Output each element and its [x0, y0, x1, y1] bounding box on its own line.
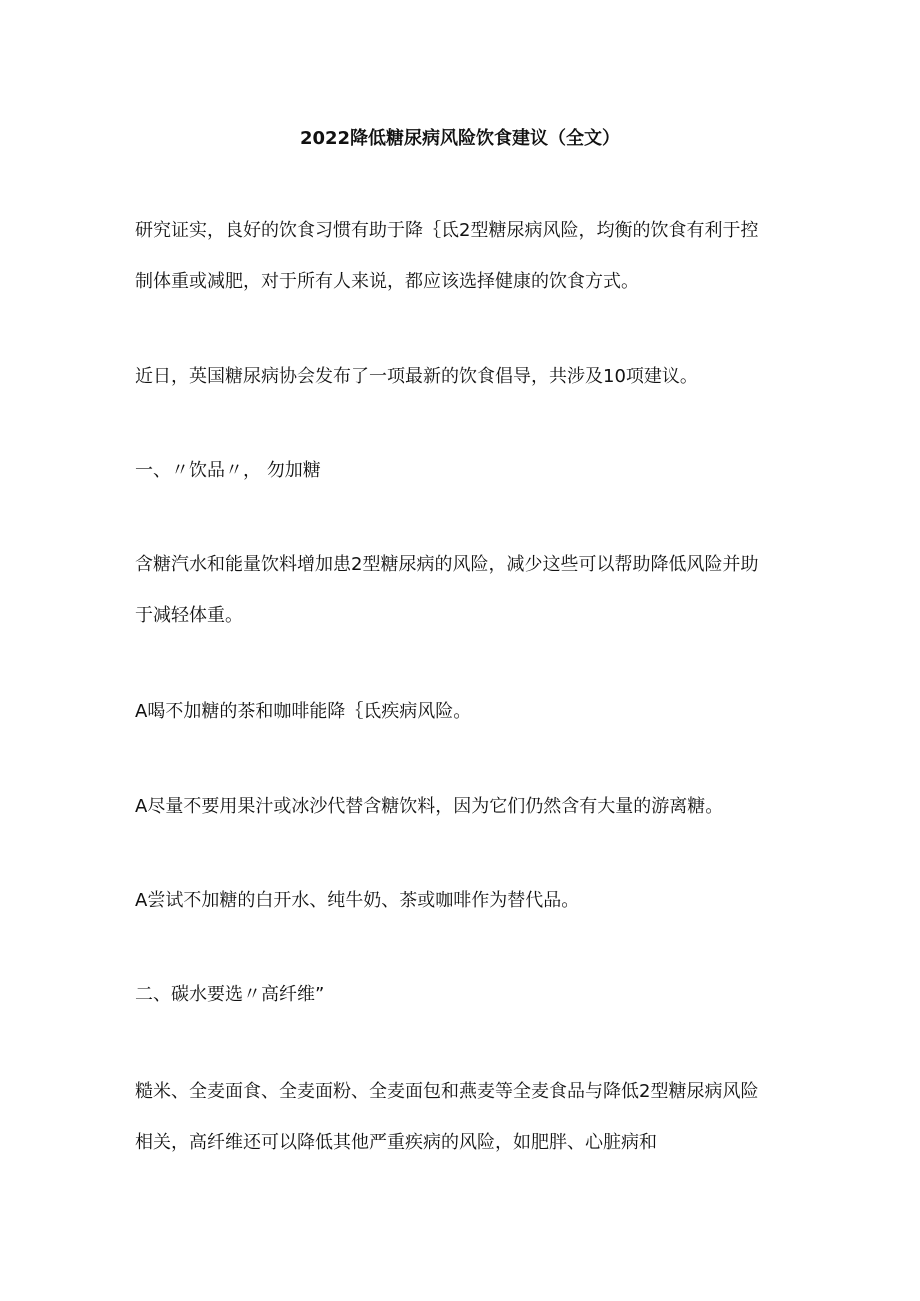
- bullet-text: A尽量不要用果汁或冰沙代替含糖饮料，因为它们仍然含有大量的游离糖。: [135, 796, 724, 817]
- bullet-text: A喝不加糖的茶和咖啡能降｛氐疾病风险。: [135, 701, 472, 722]
- paragraph-line: 糙米、全麦面食、全麦面粉、全麦面包和燕麦等全麦食品与降低2型糖尿病风险: [135, 1081, 759, 1102]
- paragraph-intro: [135, 205, 795, 307]
- paragraph-fiber: [135, 1066, 795, 1168]
- section-heading-text: 二、碳水要选〃高纤维”: [135, 984, 325, 1005]
- paragraph-drinks: [135, 539, 795, 641]
- paragraph-announcement: [135, 351, 795, 402]
- bullet-item: [135, 686, 795, 737]
- section-heading-2: [135, 969, 795, 1020]
- section-heading-1: [135, 445, 795, 496]
- paragraph-line: 研究证实，良好的饮食习惯有助于降｛氐2型糖尿病风险，均衡的饮食有利于控: [135, 220, 759, 241]
- section-heading-text: 一、〃饮品〃， 勿加糖: [135, 460, 321, 481]
- paragraph-line: 近日，英国糖尿病协会发布了一项最新的饮食倡导，共涉及10项建议。: [135, 366, 698, 387]
- paragraph-line: 于减轻体重。: [135, 605, 243, 626]
- paragraph-line: 相关，高纤维还可以降低其他严重疾病的风险，如肥胖、心脏病和: [135, 1132, 657, 1153]
- paragraph-line: 制体重或减肥，对于所有人来说，都应该选择健康的饮食方式。: [135, 271, 639, 292]
- document-title: 2022降低糖尿病风险饮食建议（全文）: [299, 128, 621, 149]
- bullet-item: [135, 875, 795, 926]
- paragraph-line: 含糖汽水和能量饮料增加患2型糖尿病的风险，减少这些可以帮助降低风险并助: [135, 554, 759, 575]
- bullet-item: [135, 781, 795, 832]
- bullet-text: A尝试不加糖的白开水、纯牛奶、茶或咖啡作为替代品。: [135, 890, 580, 911]
